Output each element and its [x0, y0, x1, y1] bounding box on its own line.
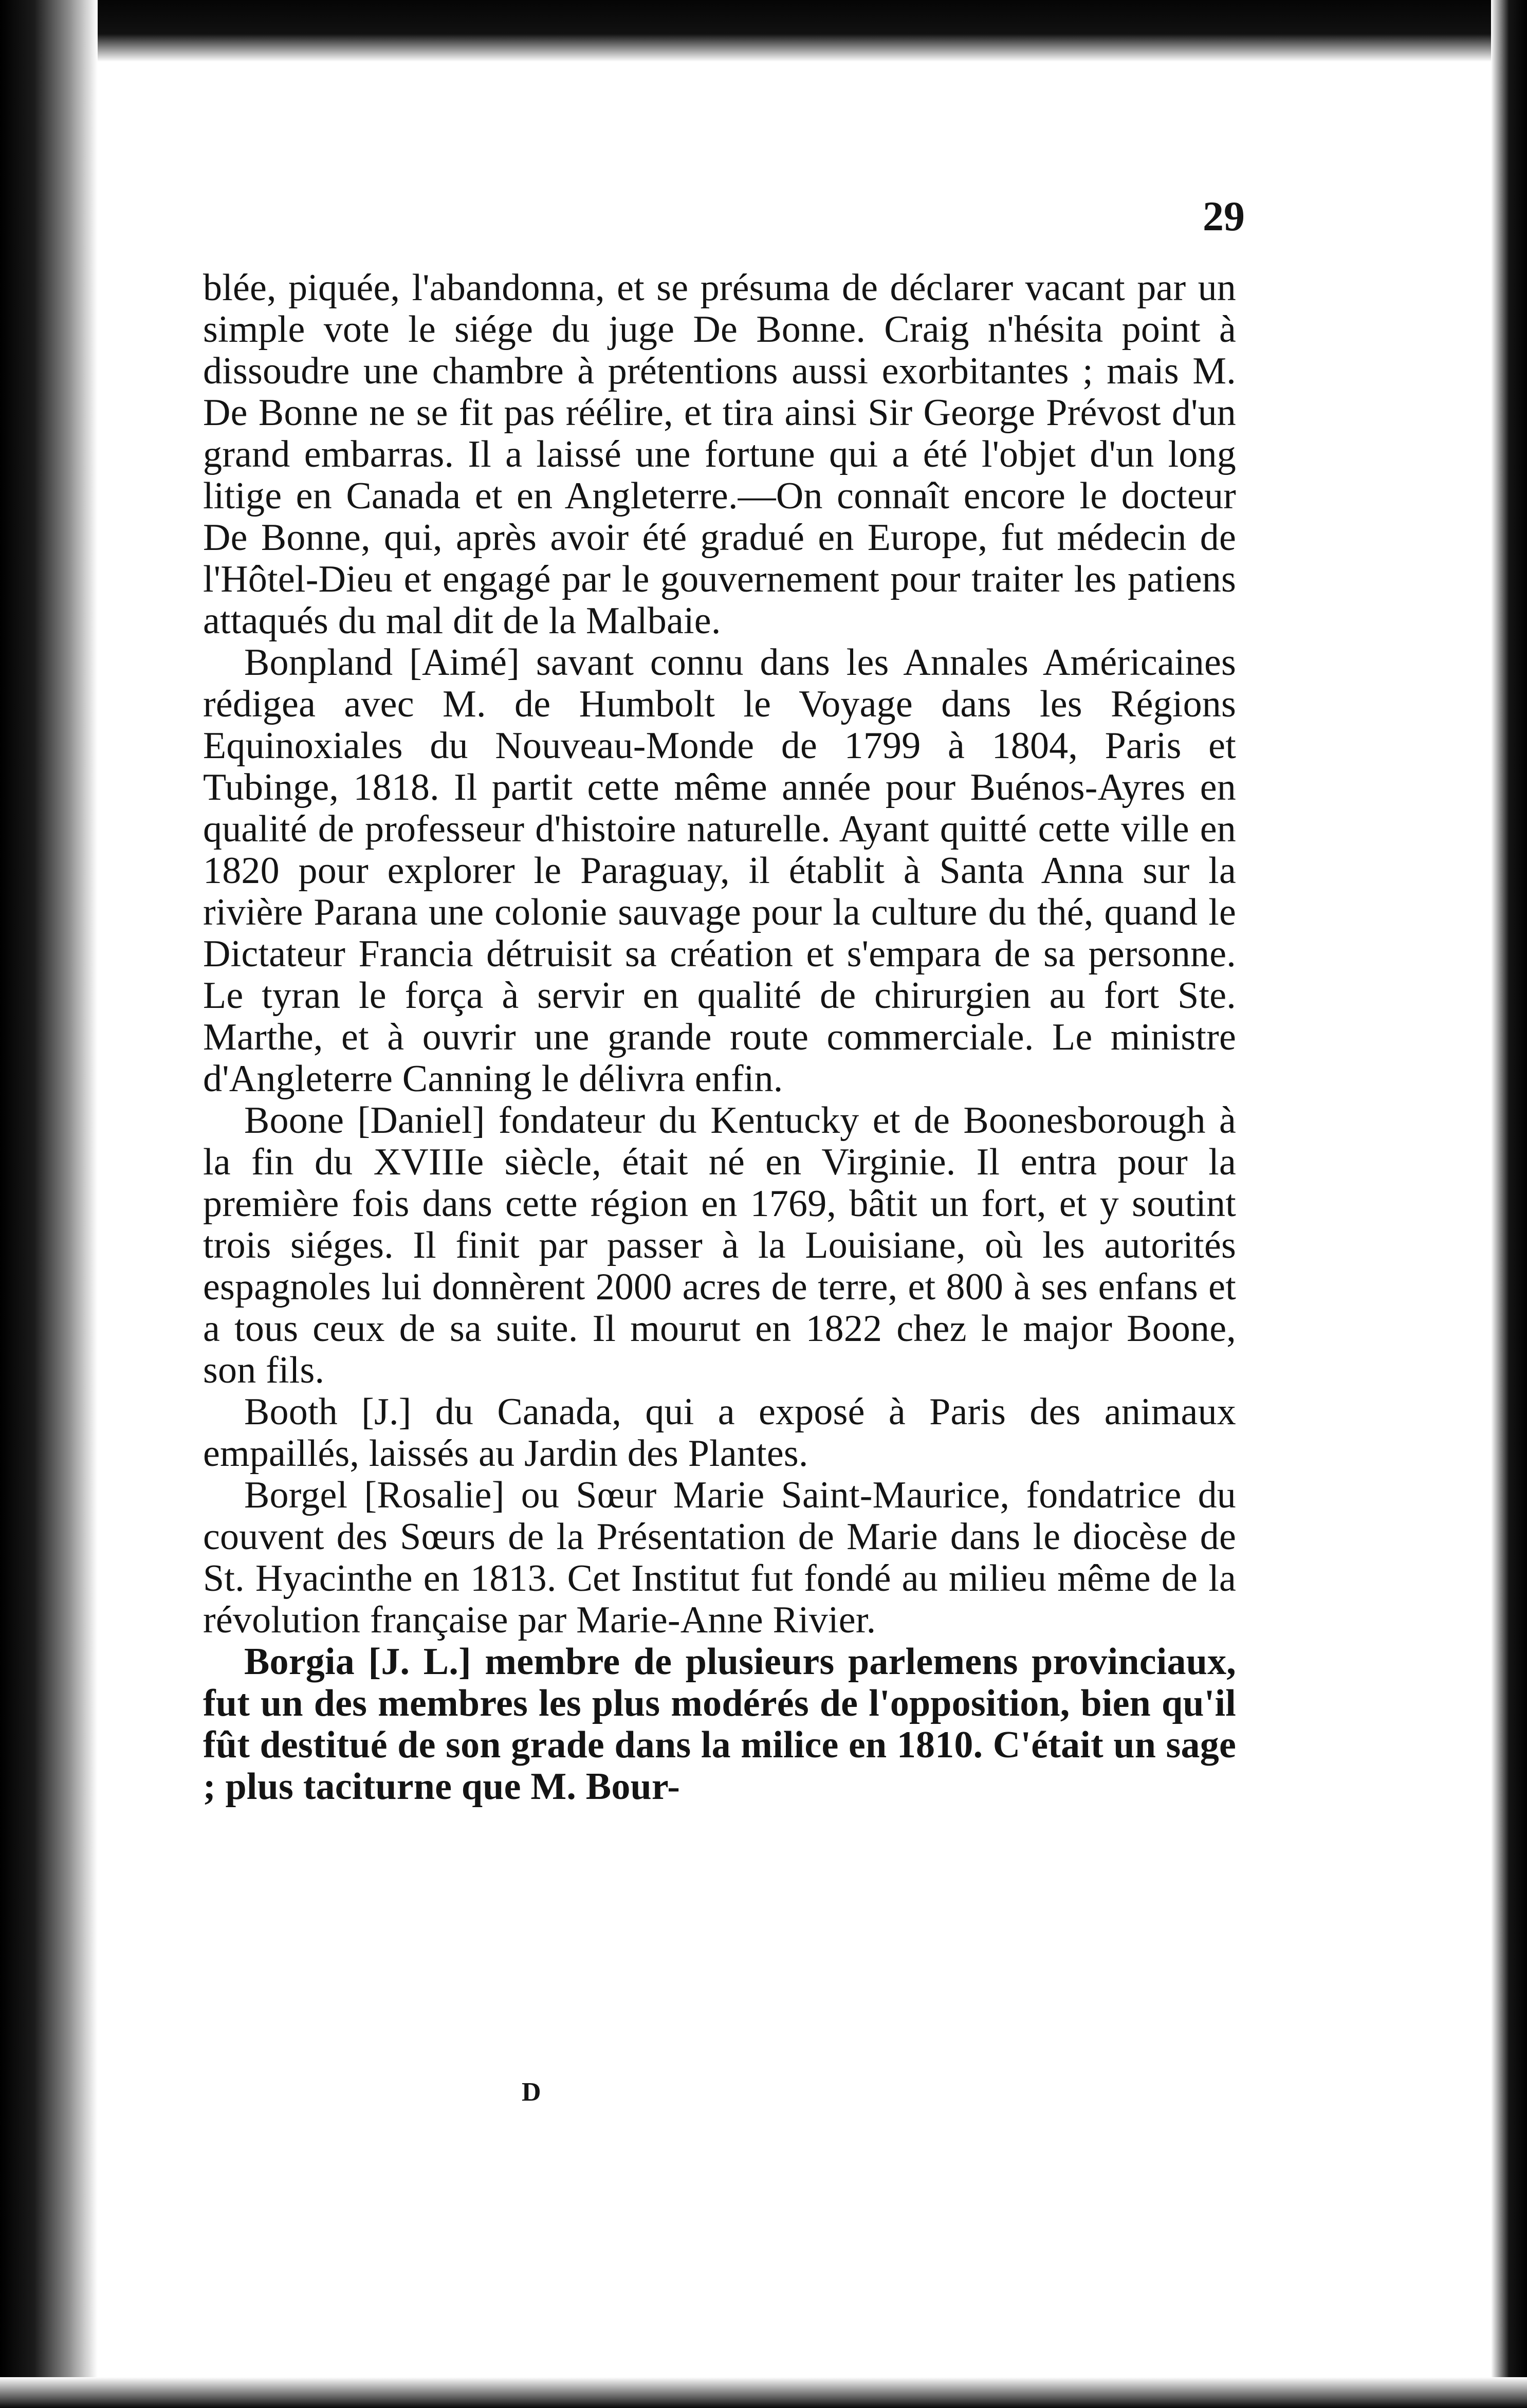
- scan-bottom-edge: [0, 2377, 1527, 2408]
- entry-borgia: Borgia [J. L.] membre de plusieurs parlemens provinciaux, fut un des membres les plus modérés de l'opposition, bien qu'il fût destitué de son grade dans la milice en 1810. C'était un sage ; plus taciturne que M. Bour-: [203, 1641, 1236, 1808]
- scan-left-edge: [0, 0, 98, 2408]
- page-body: [203, 267, 1236, 1808]
- entry-bonpland: Bonpland [Aimé] savant connu dans les Annales Américaines rédigea avec M. de Humbolt le Voyage dans les Régions Equinoxiales du Nouveau-Monde de 1799 à 1804, Paris et Tubinge, 1818. Il partit cette même année pour Buénos-Ayres en qualité de professeur d'histoire naturelle. Ayant quitté cette ville en 1820 pour explorer le Paraguay, il établit à Santa Anna sur la rivière Parana une colonie sauvage pour la culture du thé, quand le Dictateur Francia détruisit sa création et s'empara de sa personne. Le tyran le força à servir en qualité de chirurgien au fort Ste. Marthe, et à ouvrir une grande route commerciale. Le ministre d'Angleterre Canning le délivra enfin.: [203, 641, 1236, 1100]
- scan-top-edge: [0, 0, 1527, 62]
- page-number: 29: [1203, 193, 1245, 240]
- entry-boone: Boone [Daniel] fondateur du Kentucky et de Boonesborough à la fin du XVIIIe siècle, était né en Virginie. Il entra pour la première fois dans cette région en 1769, bâtit un fort, et y soutint trois siéges. Il finit par passer à la Louisiane, où les autorités espagnoles lui donnèrent 2000 acres de terre, et 800 à ses enfans et a tous ceux de sa suite. Il mourut en 1822 chez le major Boone, son fils.: [203, 1099, 1236, 1391]
- signature-mark: D: [522, 2078, 541, 2107]
- continuation-entry: blée, piquée, l'abandonna, et se présuma de déclarer vacant par un simple vote le siége du juge De Bonne. Craig n'hésita point à dissoudre une chambre à prétentions aussi exorbitantes ; mais M. De Bonne ne se fit pas réélire, et tira ainsi Sir George Prévost d'un grand embarras. Il a laissé une fortune qui a été l'objet d'un long litige en Canada et en Angleterre.—On connaît encore le docteur De Bonne, qui, après avoir été gradué en Europe, fut médecin de l'Hôtel-Dieu et engagé par le gouvernement pour traiter les patiens attaqués du mal dit de la Malbaie.: [203, 267, 1236, 642]
- scan-right-edge: [1491, 0, 1527, 2408]
- entry-booth: Booth [J.] du Canada, qui a exposé à Paris des animaux empaillés, laissés au Jardin des Plantes.: [203, 1391, 1236, 1475]
- entry-borgel: Borgel [Rosalie] ou Sœur Marie Saint-Maurice, fondatrice du couvent des Sœurs de la Présentation de Marie dans le diocèse de St. Hyacinthe en 1813. Cet Institut fut fondé au milieu même de la révolution française par Marie-Anne Rivier.: [203, 1474, 1236, 1641]
